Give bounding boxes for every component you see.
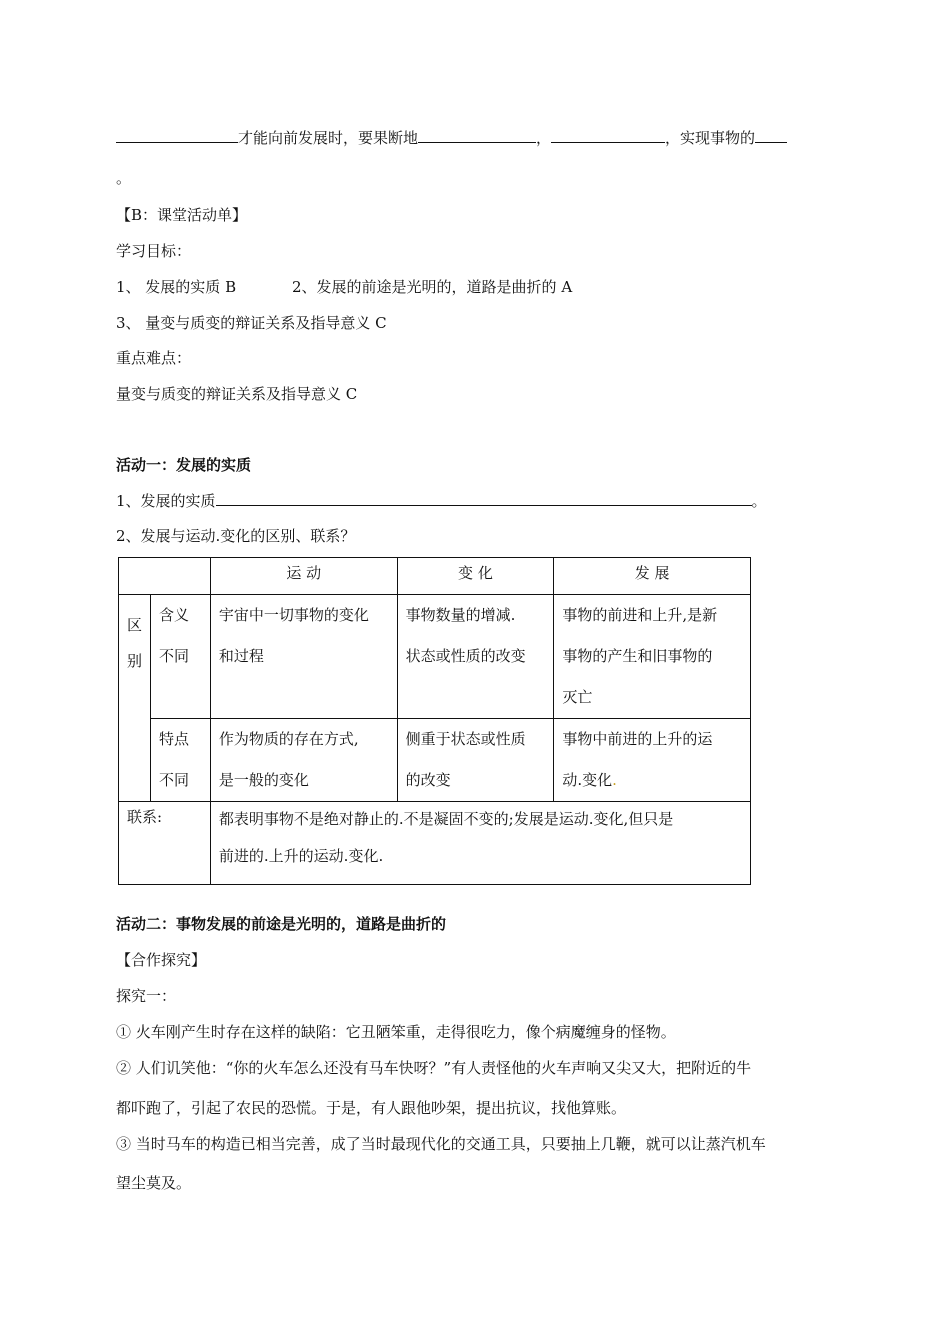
diff-label-1: 区 bbox=[127, 616, 143, 634]
row1-change bbox=[397, 595, 554, 719]
header-development: 发 展 bbox=[554, 558, 751, 595]
table-header-row bbox=[119, 558, 751, 595]
activity1-title: 活动一：发展的实质 bbox=[116, 456, 252, 474]
row1-change-b: 状态或性质的改变 bbox=[405, 647, 526, 665]
activity1-q1 bbox=[116, 491, 767, 511]
blank-4[interactable] bbox=[755, 128, 787, 143]
q1-suffix: 。 bbox=[751, 492, 767, 510]
activity1-q2: 2、发展与运动.变化的区别、联系？ bbox=[116, 527, 356, 545]
goal-2: 2、发展的前途是光明的，道路是曲折的 A bbox=[292, 278, 573, 296]
paragraph-1: ① 火车刚产生时存在这样的缺陷：它丑陋笨重，走得很吃力，像个病魔缠身的怪物。 bbox=[116, 1023, 676, 1041]
link-text-b: 前进的.上升的运动.变化. bbox=[218, 847, 384, 865]
header-empty bbox=[119, 558, 211, 595]
row2-motion-a: 作为物质的存在方式, bbox=[218, 730, 359, 748]
row1-dev-b: 事物的产生和旧事物的 bbox=[562, 647, 713, 665]
diff-label-2: 别 bbox=[127, 652, 143, 670]
row1-motion-a: 宇宙中一切事物的变化 bbox=[218, 606, 369, 624]
row1-dev-c: 灭亡 bbox=[562, 688, 593, 706]
row1-motion-b: 和过程 bbox=[218, 647, 264, 665]
row1-label bbox=[150, 595, 210, 719]
link-label: 联系: bbox=[119, 802, 211, 885]
intro-comma: ， bbox=[536, 129, 552, 147]
row2-dev-a: 事物中前进的上升的运 bbox=[562, 730, 713, 748]
row1-label-b: 不同 bbox=[158, 647, 189, 665]
row2-dev-b-wrap bbox=[562, 760, 742, 801]
paragraph-2a: ② 人们讥笑他：“你的火车怎么还没有马车快呀？”有人责怪他的火车声响又尖又大，把附近的牛 bbox=[116, 1059, 752, 1077]
table-row-meaning bbox=[119, 595, 751, 719]
row2-change-a: 侧重于状态或性质 bbox=[405, 730, 526, 748]
explore-label: 探究一： bbox=[116, 987, 177, 1005]
paragraph-2b: 都吓跑了，引起了农民的恐慌。于是，有人跟他吵架，提出抗议，找他算账。 bbox=[116, 1099, 627, 1117]
goal-3: 3、 量变与质变的辩证关系及指导意义 C bbox=[116, 314, 387, 332]
row1-dev-a: 事物的前进和上升,是新 bbox=[562, 606, 718, 624]
row2-development bbox=[554, 719, 751, 802]
header-motion: 运 动 bbox=[210, 558, 397, 595]
intro-line bbox=[116, 128, 787, 148]
row2-change bbox=[397, 719, 554, 802]
q1-blank[interactable] bbox=[216, 491, 752, 506]
row2-dev-b: 动.变化 bbox=[562, 771, 613, 789]
key-label: 重点难点： bbox=[116, 349, 192, 367]
row2-motion-b: 是一般的变化 bbox=[218, 771, 309, 789]
diff-label bbox=[119, 595, 151, 802]
row2-dev-dot: . bbox=[612, 771, 617, 789]
key-text: 量变与质变的辩证关系及指导意义 C bbox=[116, 385, 358, 403]
link-text-a: 都表明事物不是绝对静止的.不是凝固不变的;发展是运动.变化,但只是 bbox=[218, 810, 674, 828]
row2-change-b: 的改变 bbox=[405, 771, 451, 789]
paragraph-3b: 望尘莫及。 bbox=[116, 1174, 192, 1192]
row2-label-b: 不同 bbox=[158, 771, 189, 789]
comparison-table bbox=[118, 557, 751, 885]
blank-3[interactable] bbox=[551, 128, 665, 143]
link-text bbox=[210, 802, 750, 885]
row1-motion bbox=[210, 595, 397, 719]
row2-label bbox=[150, 719, 210, 802]
activity2-title: 活动二：事物发展的前途是光明的，道路是曲折的 bbox=[116, 915, 447, 933]
coop-heading: 【合作探究】 bbox=[116, 951, 207, 969]
table-row-link bbox=[119, 802, 751, 885]
q1-prefix: 1、发展的实质 bbox=[116, 492, 216, 510]
row2-motion bbox=[210, 719, 397, 802]
row1-change-a: 事物数量的增减. bbox=[405, 606, 516, 624]
section-b-heading: 【B：课堂活动单】 bbox=[116, 206, 248, 224]
blank-2[interactable] bbox=[418, 128, 536, 143]
intro-part1: 才能向前发展时，要果断地 bbox=[238, 129, 419, 147]
table-row-features bbox=[119, 719, 751, 802]
header-change: 变 化 bbox=[397, 558, 554, 595]
row1-development bbox=[554, 595, 751, 719]
intro-part2: ，实现事物的 bbox=[665, 129, 756, 147]
paragraph-3a: ③ 当时马车的构造已相当完善，成了当时最现代化的交通工具，只要抽上几鞭，就可以让蒸汽机车 bbox=[116, 1135, 766, 1153]
goal-1: 1、 发展的实质 B bbox=[116, 278, 237, 296]
row1-label-a: 含义 bbox=[158, 606, 189, 624]
row2-label-a: 特点 bbox=[158, 730, 189, 748]
blank-1[interactable] bbox=[116, 128, 238, 143]
intro-end: 。 bbox=[116, 169, 132, 187]
goals-label: 学习目标： bbox=[116, 242, 192, 260]
